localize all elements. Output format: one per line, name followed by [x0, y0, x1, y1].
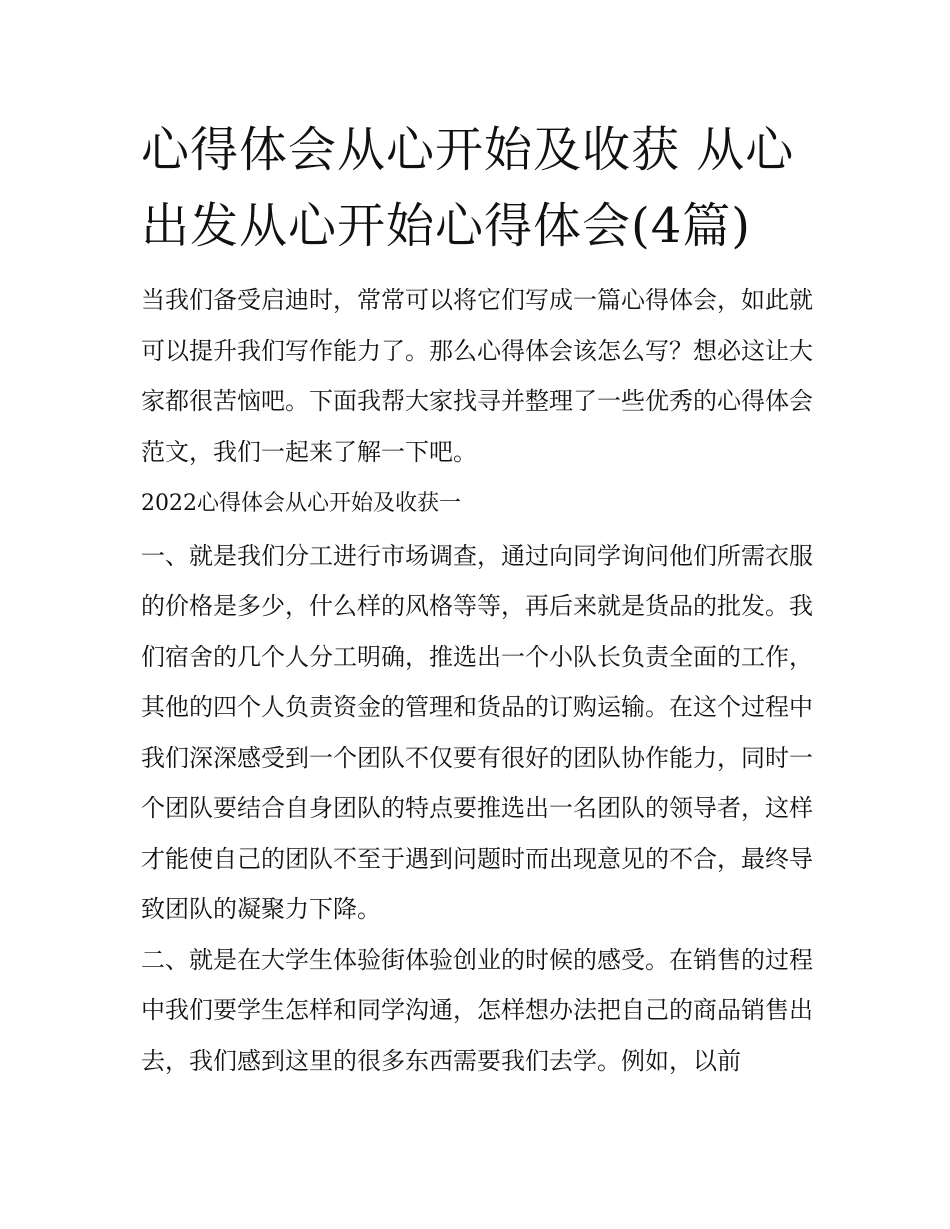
intro-paragraph: 当我们备受启迪时，常常可以将它们写成一篇心得体会，如此就可以提升我们写作能力了。那么心得体会该怎么写？想必这让大家都很苦恼吧。下面我帮大家找寻并整理了一些优秀的心得体会范文，我们一起来了解一下吧。: [141, 286, 813, 466]
body-paragraph: 一、就是我们分工进行市场调查，通过向同学询问他们所需衣服的价格是多少，什么样的风格等等，再后来就是货品的批发。我们宿舍的几个人分工明确，推选出一个小队长负责全面的工作，其他的四个人负责资金的管理和货品的订购运输。在这个过程中我们深深感受到一个团队不仅要有很好的团队协作能力，同时一个团队要结合自身团队的特点要推选出一名团队的领导者，这样才能使自己的团队不至于遇到问题时而出现意见的不合，最终导致团队的凝聚力下降。: [141, 541, 813, 923]
body-paragraph: 二、就是在大学生体验街体验创业的时候的感受。在销售的过程中我们要学生怎样和同学沟通，怎样想办法把自己的商品销售出去，我们感到这里的很多东西需要我们去学。例如，以前: [141, 945, 813, 1075]
section-heading: 2022心得体会从心开始及收获一: [141, 491, 461, 516]
document-body: [141, 275, 813, 1086]
document-title: 心得体会从心开始及收获 从心出发从心开始心得体会(4篇): [141, 122, 795, 254]
